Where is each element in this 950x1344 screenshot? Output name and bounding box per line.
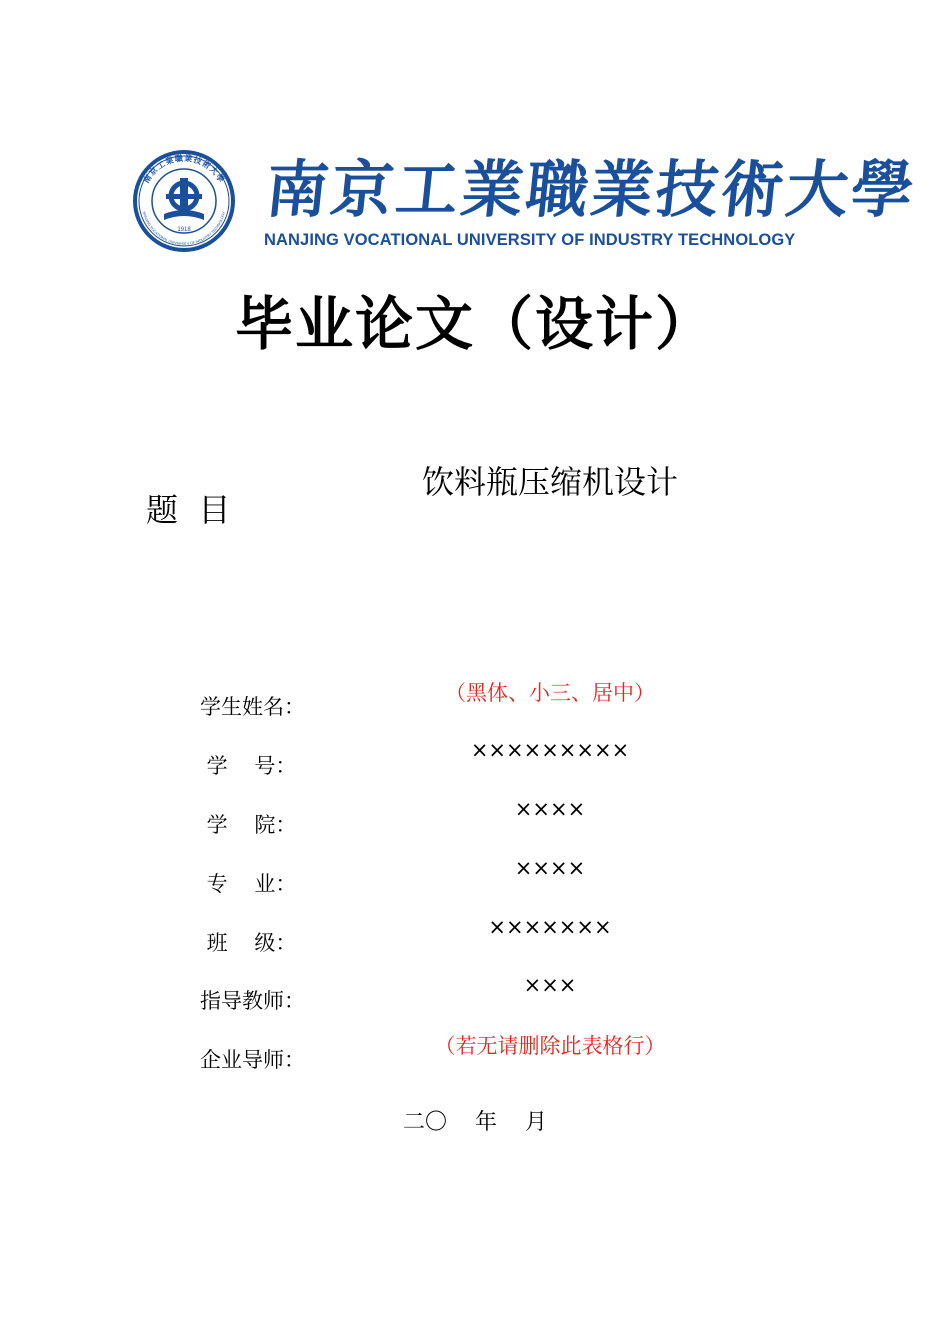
svg-text:南京工業職業技術大學: 南京工業職業技術大學 bbox=[140, 152, 228, 185]
topic-label: 题 目 bbox=[146, 491, 231, 529]
university-name-en: NANJING VOCATIONAL UNIVERSITY OF INDUSTRY TECHNOLOGY bbox=[264, 231, 796, 249]
date-line: 二〇 年 月 bbox=[403, 1110, 547, 1135]
university-name-cn: 南京工業職業技術大學 bbox=[262, 153, 921, 226]
major-value: ×××× bbox=[514, 856, 586, 880]
document-title: 毕业论文（设计） bbox=[234, 290, 715, 358]
topic-value: 饮料瓶压缩机设计 bbox=[421, 463, 678, 501]
student-name-value: （黑体、小三、居中） bbox=[445, 681, 655, 705]
student-id-value: ××××××××× bbox=[470, 738, 630, 762]
svg-text:1918: 1918 bbox=[177, 227, 191, 233]
industry-mentor-label: 企业导师： bbox=[200, 1048, 305, 1072]
college-value: ×××× bbox=[514, 797, 586, 821]
advisor-label: 指导教师： bbox=[200, 989, 305, 1013]
college-label: 学 院： bbox=[200, 813, 297, 837]
university-seal-logo bbox=[128, 148, 240, 254]
major-label: 专 业： bbox=[200, 872, 297, 896]
student-id-label: 学 号： bbox=[200, 754, 297, 778]
advisor-value: ××× bbox=[523, 973, 577, 997]
svg-text:NANJING VOCATIONAL UNIVERSITY: NANJING VOCATIONAL UNIVERSITY OF INDUSTRY TECHNOLOGY bbox=[141, 211, 227, 247]
class-value: ××××××× bbox=[488, 915, 612, 939]
student-name-label: 学生姓名： bbox=[200, 695, 305, 719]
industry-mentor-value: （若无请删除此表格行） bbox=[434, 1034, 666, 1058]
class-label: 班 级： bbox=[200, 931, 297, 955]
